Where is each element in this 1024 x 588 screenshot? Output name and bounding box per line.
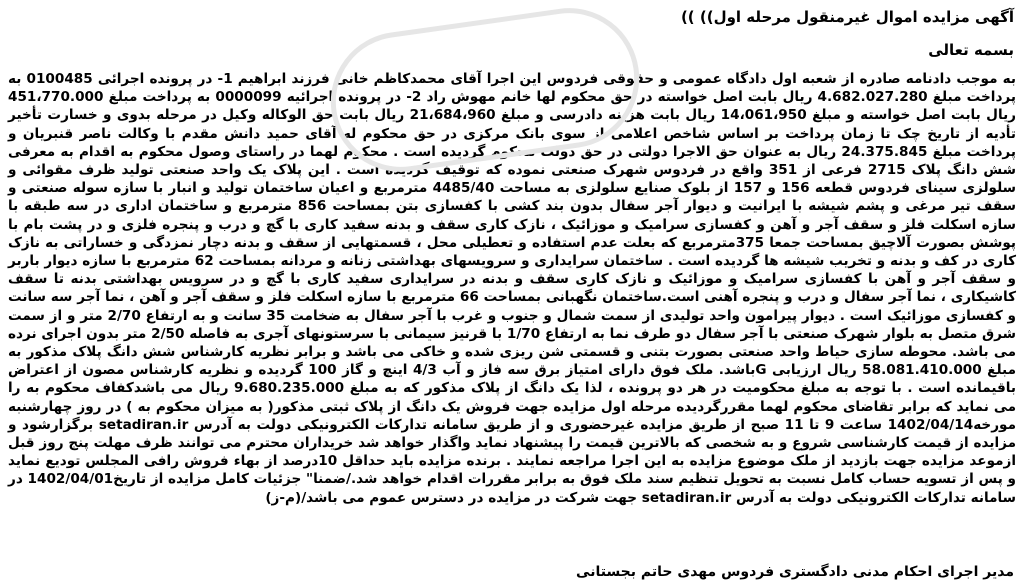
notice-title: آگهی مزایده اموال غیرمنقول مرحله اول)) )) (680, 8, 1014, 26)
signature-line: مدیر اجرای احکام مدنی دادگستری فردوس مهدی حاتم بجستانی (576, 564, 1014, 580)
basmala-heading: بسمه تعالی (928, 41, 1014, 59)
notice-body: به موجب دادنامه صادره از شعبه اول دادگاه عمومی و حقوقی فردوس این اجرا آقای محمدکاظم خانی فرزند ابراهیم 1- در پرونده اجرائی 0100485 به پرداخت مبلغ 4.682.027.280 ریال بابت اصل خواسته در حق محکوم لها خانم مهوش راد 2- در پرونده اجرائیه 0000099 به پرداخت مبلغ 451،770.000 ریال بابت اصل خواسته و مبلغ 14،061،950 ریال بابت هزینه دادرسی و مبلغ 21،684،960 ریال بابت حق الوکاله وکیل در مرحله بدوی و خسارت تأخیر تأدیه از تاریخ چک تا زمان پرداخت بر اساس شاخص اعلامی از سوی بانک مرکزی در حق محکوم له آقای حمید دانش مقدم با وکالت ناصر قنبریان و پرداخت مبلغ 24.375.845 ریال به عنوان حق الاجرا دولتی در حق دولت محکوم گردیده است . محکوم لهما در راستای وصول محکوم به اقدام به معرفی شش دانگ پلاک 2715 فرعی از 351 واقع در فردوس شهرک صنعتی نموده که توقیف گردیده است . این پلاک یک واحد صنعتی تولید ظرف مقوائی و سلولزی سینای فردوس قطعه 156 و 157 از بلوک صنایع سلولزی به مساحت 4485/40 مترمربع و اعیان ساختمان تولید و انبار با سازه سوله صنعتی و سقف تیر مرغی و پشم شیشه با ایرانیت و دیوار آجر سفال بدون بند کشی با کفسازی بتن بمساحت 856 مترمربع و ساختمان اداری در سه طبقه با سازه اسکلت فلز و سقف آجر و آهن و کفسازی سرامیک و موزائیک ، نازک کاری سقف و بدنه سفید کاری با گچ و درب و پنجره فلزی و در پشت بام با پوشش بصورت آلاچیق بمساحت جمعا 375مترمربع که بعلت عدم استفاده و تعطیلی محل ، قسمتهایی از سقف و بدنه دچار نمزدگی و خساراتی به نازک کاری در کف و بدنه و تخریب شیشه ها گردیده است . ساختمان سرایداری و سرویسهای بهداشتی زنانه و مردانه بمساحت 62 مترمربع با سازه دیوار باربر و سقف آجر و آهن با کفسازی سرامیک و موزائیک و نازک کاری سقف و بدنه در سرایداری سفید کاری با گچ و در سرویس بهداشتی بدنه تا سقف کاشیکاری ، نما آجر سفال و درب و پنجره آهنی است.ساختمان نگهبانی بمساحت 66 مترمربع با سازه اسکلت فلز و سقف آجر و آهن ، نما آجر سه سانت و کفسازی موزائیک است . دیوار پیرامون واحد تولیدی از سمت شمال و جنوب و غرب با آجر سفال به ضخامت 35 سانت و به ارتفاع 2/70 متر و از سمت شرق متصل به بلوار شهرک صنعتی با آجر سفال دو طرف نما به ارتفاع 1/70 با قرنیز سیمانی با سرستونهای آجری به فاصله 2/50 متر بدون اجرای نرده می باشد. محوطه سازی حیاط واحد صنعتی بصورت بتنی و قسمتی شن ریزی شده و خاکی می باشد و برابر نظریه کارشناس شش دانگ پلاک مذکور به مبلغ 58.081.410.000 ریال ارزیابی Gباشد. ملک فوق دارای امتیاز برق سه فاز و آب 4/3 اینچ و گاز 100 گردیده و نظریه کارشناس مصون از اعتراض باقیمانده است . با توجه به مبلغ محکومیت در هر دو پرونده ، لذا یک دانگ از پلاک مذکور که به مبلغ 9.680.235.000 ریال می باشدکفاف محکوم به را می نماید که برابر تقاضای محکوم لهما مقررگردیده مرحله اول مزایده جهت فروش یک دانگ از پلاک ثبتی مذکور( به میزان محکوم به ) در روز چهارشنبه مورخه1402/04/14 ساعت 9 تا 11 صبح از طریق مزایده غیرحضوری و از طریق سامانه تدارکات الکترونیکی دولت به آدرس setadiran.ir برگزارشود و مزایده از قیمت کارشناسی شروع و به شخصی که بالاترین قیمت را پیشنهاد نماید واگذار خواهد شد خریداران محترم می توانند ظرف مهلت پنج روز قبل ازموعد مزایده جهت بازدید از ملک موضوع مزایده به این اجرا مراجعه نمایند . برنده مزایده باید حداقل 10درصد از بهاء فروش رافی المجلس تودیع نماید و پس از تسویه حساب کامل نسبت به تحویل تنظیم سند ملک فوق به برابر مقررات اقدام خواهد شد./ضمنا" جزئیات کامل مزایده از تاریخ1402/04/01 در سامانه تدارکات الکترونیکی دولت به آدرس setadiran.ir جهت شرکت در مزایده در دسترس عموم می باشد/(م-ز) (8, 71, 1017, 506)
